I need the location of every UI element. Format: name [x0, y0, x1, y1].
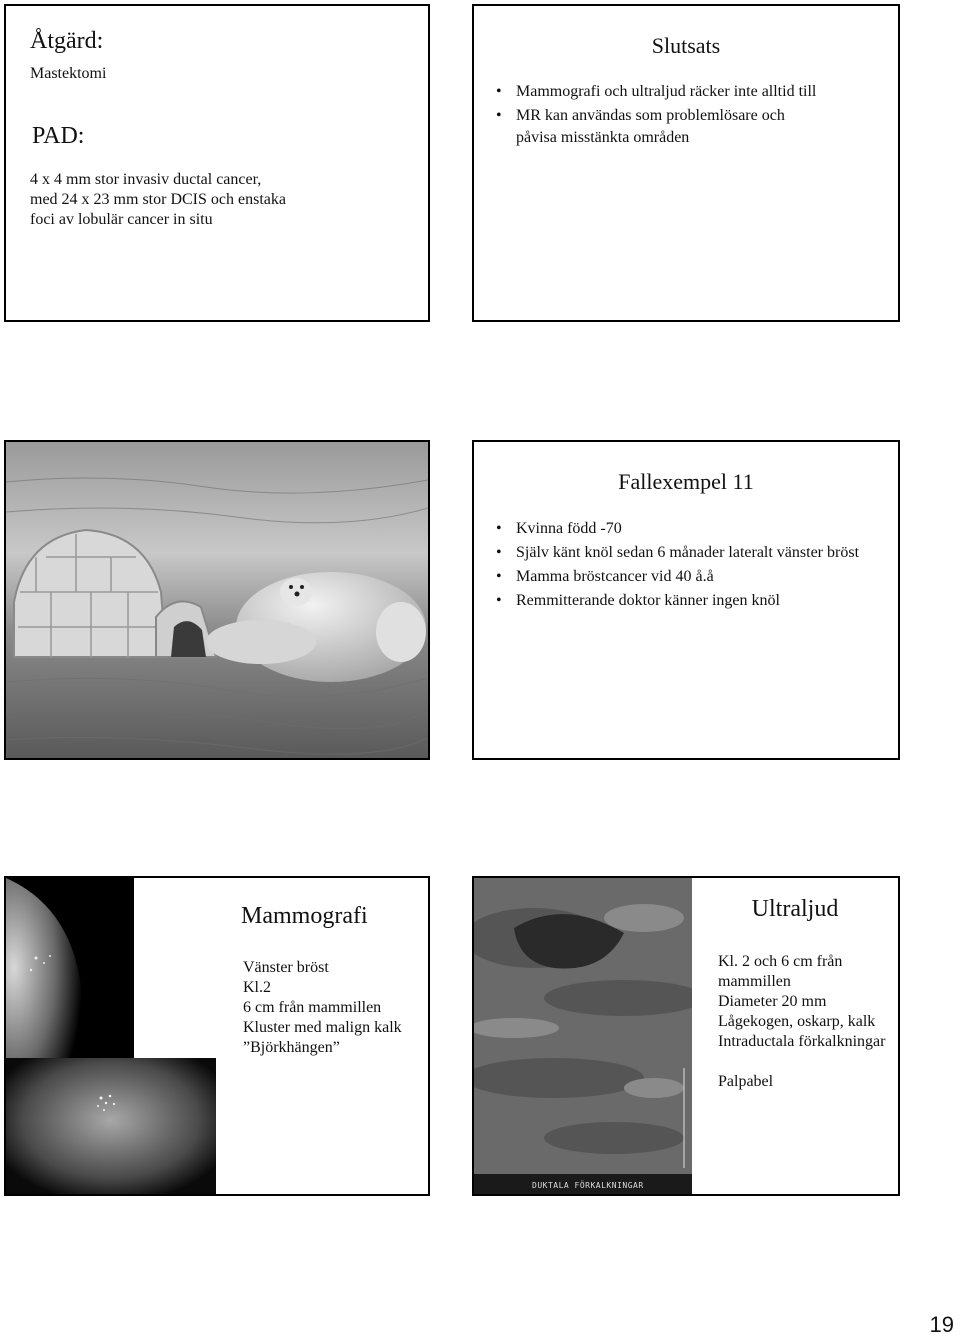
- slide-ultraljud: [472, 876, 900, 1196]
- heading-atgard: Åtgärd:: [30, 28, 104, 54]
- bullet-continuation: påvisa misstänkta områden: [516, 129, 690, 146]
- text-palpabel: Palpabel: [718, 1073, 774, 1090]
- text-line: Intraductala förkalkningar: [718, 1033, 886, 1050]
- pad-line: med 24 x 23 mm stor DCIS och enstaka: [30, 191, 286, 208]
- heading-pad: PAD:: [32, 123, 85, 149]
- pad-text: [30, 170, 286, 230]
- mammogram-image-2: [6, 1058, 216, 1196]
- bullet-item: • Kvinna född -70: [492, 517, 859, 541]
- text-line: Lågekogen, oskarp, kalk: [718, 1013, 876, 1030]
- slide-atgard: [4, 4, 430, 322]
- slide-photo: [4, 440, 430, 760]
- text-line: ”Björkhängen”: [243, 1039, 340, 1056]
- polar-bear-igloo-image: [6, 442, 428, 758]
- mammogram-image-1: [6, 878, 134, 1058]
- ultrasound-image: [474, 878, 692, 1196]
- mammografi-text: [243, 958, 402, 1058]
- slide-title: Ultraljud: [751, 896, 839, 922]
- bullet-item: • Remmitterande doktor känner ingen knöl: [492, 589, 859, 613]
- page-number: 19: [929, 1312, 954, 1337]
- slide-mammografi: [4, 876, 430, 1196]
- bullet-item: • Mammografi och ultraljud räcker inte alltid till: [492, 80, 816, 104]
- slide-title: Mammografi: [241, 903, 368, 929]
- text-line: Diameter 20 mm: [718, 993, 827, 1010]
- bullet-item: [492, 126, 816, 150]
- bullet-item: • Själv känt knöl sedan 6 månader lateralt vänster bröst: [492, 541, 859, 565]
- text-line: 6 cm från mammillen: [243, 999, 382, 1016]
- ultraljud-text: [718, 952, 885, 1052]
- slide-title: Fallexempel 11: [618, 469, 754, 494]
- bullet-item: • MR kan användas som problemlösare och: [492, 104, 816, 128]
- text-line: mammillen: [718, 973, 791, 990]
- text-mastektomi: Mastektomi: [30, 65, 107, 82]
- text-line: Kl.2: [243, 979, 271, 996]
- pad-line: 4 x 4 mm stor invasiv ductal cancer,: [30, 171, 262, 188]
- bullet-list: [492, 80, 816, 150]
- slide-slutsats: [472, 4, 900, 322]
- text-line: Kluster med malign kalk: [243, 1019, 402, 1036]
- bullet-item: • Mamma bröstcancer vid 40 å.å: [492, 565, 859, 589]
- slide-fallexempel: [472, 440, 900, 760]
- text-line: Kl. 2 och 6 cm från: [718, 953, 843, 970]
- text-line: Vänster bröst: [243, 959, 329, 976]
- pad-line: foci av lobulär cancer in situ: [30, 211, 213, 228]
- ultrasound-caption: DUKTALA FÖRKALKNINGAR: [532, 1181, 644, 1190]
- slide-title: Slutsats: [651, 33, 721, 58]
- bullet-list: [492, 517, 859, 613]
